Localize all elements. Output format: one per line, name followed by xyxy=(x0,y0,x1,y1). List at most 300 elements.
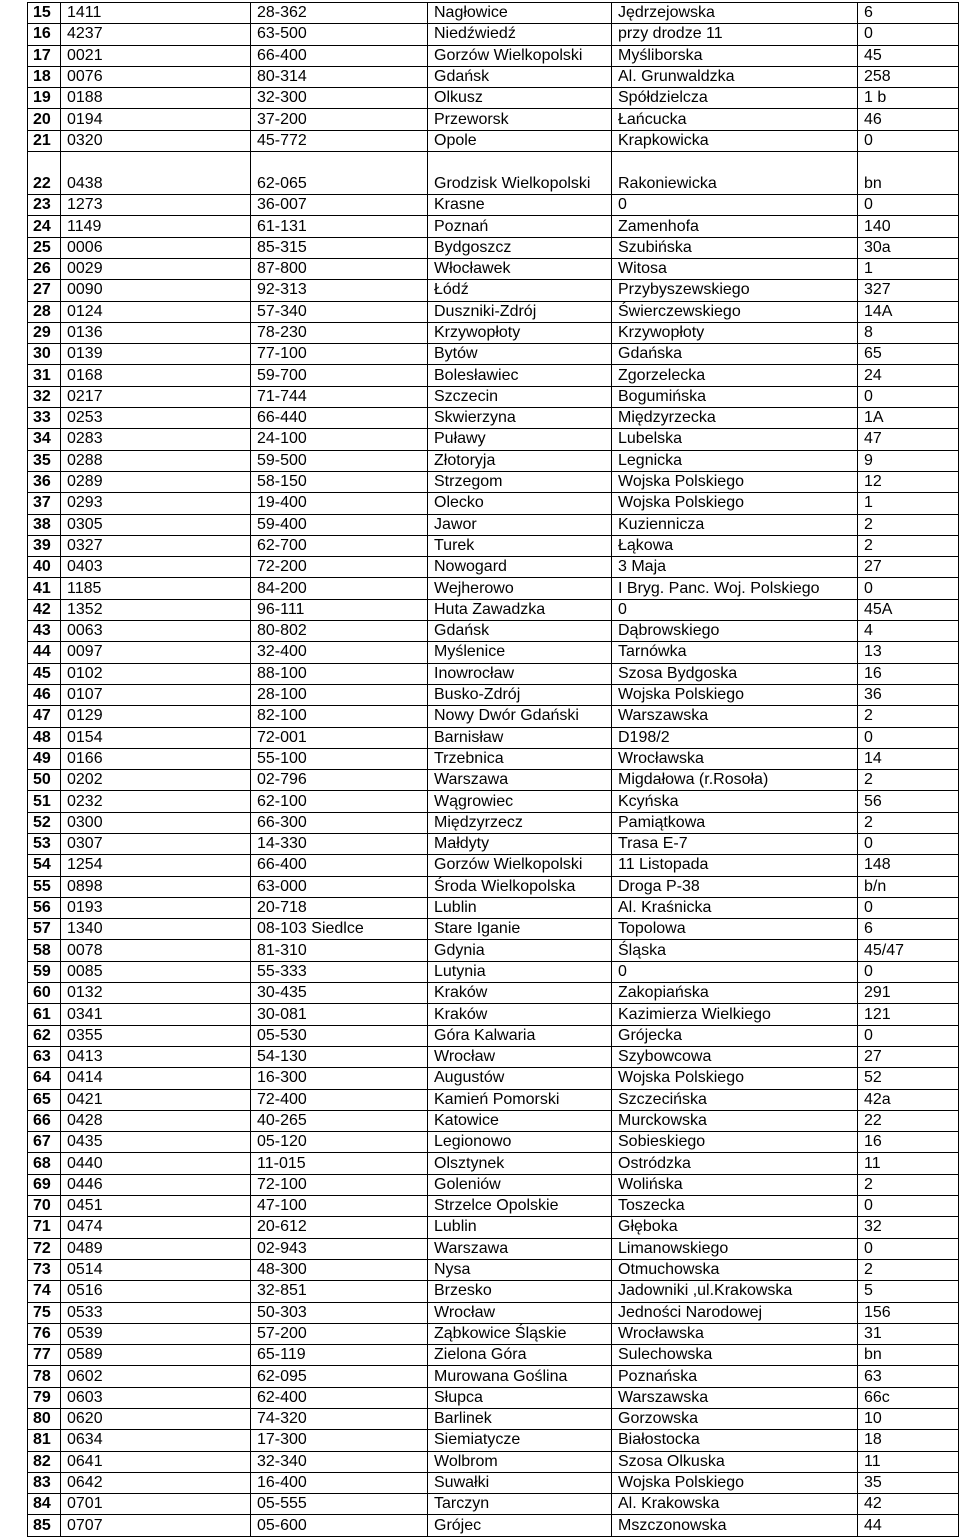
station-code-cell: 0516 xyxy=(61,1281,251,1302)
postal-code-cell: 05-120 xyxy=(251,1132,428,1153)
city-cell: Złotoryja xyxy=(428,450,612,471)
street-cell: Sulechowska xyxy=(612,1345,858,1366)
station-code-cell: 0355 xyxy=(61,1025,251,1046)
row-number-cell: 71 xyxy=(28,1217,61,1238)
table-row xyxy=(28,1132,959,1153)
house-number-cell: 32 xyxy=(858,1217,959,1238)
city-cell: Słupca xyxy=(428,1387,612,1408)
city-cell: Szczecin xyxy=(428,386,612,407)
station-code-cell: 0090 xyxy=(61,280,251,301)
street-cell: Gdańska xyxy=(612,344,858,365)
street-cell: Szybowcowa xyxy=(612,1046,858,1067)
postal-code-cell: 32-851 xyxy=(251,1281,428,1302)
street-cell: Śląska xyxy=(612,940,858,961)
postal-code-cell: 72-400 xyxy=(251,1089,428,1110)
row-number-cell: 85 xyxy=(28,1515,61,1536)
city-cell: Stare Iganie xyxy=(428,919,612,940)
row-number-cell: 24 xyxy=(28,216,61,237)
house-number-cell: 0 xyxy=(858,386,959,407)
table-row xyxy=(28,88,959,109)
row-number-cell: 79 xyxy=(28,1387,61,1408)
postal-code-cell: 71-744 xyxy=(251,386,428,407)
table-row xyxy=(28,748,959,769)
street-cell: Jędrzejowska xyxy=(612,3,858,24)
street-cell: Ostródzka xyxy=(612,1153,858,1174)
row-number-cell: 26 xyxy=(28,258,61,279)
postal-code-cell: 16-400 xyxy=(251,1472,428,1493)
house-number-cell: 0 xyxy=(858,1025,959,1046)
station-code-cell: 1185 xyxy=(61,578,251,599)
table-row xyxy=(28,791,959,812)
table-row xyxy=(28,152,959,195)
house-number-cell: 10 xyxy=(858,1409,959,1430)
street-cell: Kcyńska xyxy=(612,791,858,812)
city-cell: Środa Wielkopolska xyxy=(428,876,612,897)
station-code-cell: 0438 xyxy=(61,152,251,195)
table-row xyxy=(28,706,959,727)
postal-code-cell: 55-100 xyxy=(251,748,428,769)
city-cell: Augustów xyxy=(428,1068,612,1089)
row-number-cell: 84 xyxy=(28,1494,61,1515)
postal-code-cell: 59-500 xyxy=(251,450,428,471)
street-cell: Wojska Polskiego xyxy=(612,493,858,514)
city-cell: Gdańsk xyxy=(428,66,612,87)
street-cell: Toszecka xyxy=(612,1196,858,1217)
row-number-cell: 27 xyxy=(28,280,61,301)
street-cell: przy drodze 11 xyxy=(612,24,858,45)
street-cell: Białostocka xyxy=(612,1430,858,1451)
postal-code-cell: 92-313 xyxy=(251,280,428,301)
table-row xyxy=(28,1323,959,1344)
row-number-cell: 23 xyxy=(28,195,61,216)
station-code-cell: 1340 xyxy=(61,919,251,940)
row-number-cell: 29 xyxy=(28,322,61,343)
table-row xyxy=(28,1110,959,1131)
postal-code-cell: 32-340 xyxy=(251,1451,428,1472)
house-number-cell: 2 xyxy=(858,535,959,556)
row-number-cell: 41 xyxy=(28,578,61,599)
street-cell: I Bryg. Panc. Woj. Polskiego xyxy=(612,578,858,599)
station-code-cell: 0533 xyxy=(61,1302,251,1323)
row-number-cell: 36 xyxy=(28,471,61,492)
table-row xyxy=(28,130,959,151)
house-number-cell: 0 xyxy=(858,24,959,45)
postal-code-cell: 16-300 xyxy=(251,1068,428,1089)
row-number-cell: 47 xyxy=(28,706,61,727)
postal-code-cell: 05-530 xyxy=(251,1025,428,1046)
house-number-cell: 44 xyxy=(858,1515,959,1536)
city-cell: Tarczyn xyxy=(428,1494,612,1515)
city-cell: Międzyrzecz xyxy=(428,812,612,833)
house-number-cell: 18 xyxy=(858,1430,959,1451)
row-number-cell: 21 xyxy=(28,130,61,151)
street-cell: Lubelska xyxy=(612,429,858,450)
house-number-cell: 1 xyxy=(858,258,959,279)
street-cell: Limanowskiego xyxy=(612,1238,858,1259)
station-code-cell: 0124 xyxy=(61,301,251,322)
row-number-cell: 20 xyxy=(28,109,61,130)
house-number-cell: 45/47 xyxy=(858,940,959,961)
postal-code-cell: 59-700 xyxy=(251,365,428,386)
house-number-cell: 2 xyxy=(858,812,959,833)
table-row xyxy=(28,109,959,130)
postal-code-cell: 32-300 xyxy=(251,88,428,109)
table-row xyxy=(28,663,959,684)
street-cell: Szubińska xyxy=(612,237,858,258)
postal-code-cell: 61-131 xyxy=(251,216,428,237)
table-row xyxy=(28,237,959,258)
city-cell: Olecko xyxy=(428,493,612,514)
row-number-cell: 28 xyxy=(28,301,61,322)
row-number-cell: 45 xyxy=(28,663,61,684)
city-cell: Huta Zawadzka xyxy=(428,599,612,620)
house-number-cell: 45 xyxy=(858,45,959,66)
street-cell: Krapkowicka xyxy=(612,130,858,151)
table-row xyxy=(28,1345,959,1366)
city-cell: Kraków xyxy=(428,983,612,1004)
row-number-cell: 40 xyxy=(28,557,61,578)
postal-code-cell: 05-600 xyxy=(251,1515,428,1536)
table-row xyxy=(28,578,959,599)
table-row xyxy=(28,983,959,1004)
row-number-cell: 61 xyxy=(28,1004,61,1025)
postal-code-cell: 20-718 xyxy=(251,897,428,918)
postal-code-cell: 17-300 xyxy=(251,1430,428,1451)
row-number-cell: 42 xyxy=(28,599,61,620)
table-row xyxy=(28,919,959,940)
house-number-cell: 0 xyxy=(858,1196,959,1217)
city-cell: Krzywopłoty xyxy=(428,322,612,343)
table-row xyxy=(28,322,959,343)
house-number-cell: 121 xyxy=(858,1004,959,1025)
row-number-cell: 75 xyxy=(28,1302,61,1323)
street-cell: Szosa Bydgoska xyxy=(612,663,858,684)
row-number-cell: 34 xyxy=(28,429,61,450)
street-cell: Zamenhofa xyxy=(612,216,858,237)
postal-code-cell: 72-001 xyxy=(251,727,428,748)
house-number-cell: 46 xyxy=(858,109,959,130)
city-cell: Wrocław xyxy=(428,1046,612,1067)
row-number-cell: 15 xyxy=(28,3,61,24)
table-row xyxy=(28,961,959,982)
station-code-cell: 0446 xyxy=(61,1174,251,1195)
postal-code-cell: 96-111 xyxy=(251,599,428,620)
house-number-cell: 1 xyxy=(858,493,959,514)
postal-code-cell: 80-314 xyxy=(251,66,428,87)
postal-code-cell: 63-500 xyxy=(251,24,428,45)
city-cell: Nowy Dwór Gdański xyxy=(428,706,612,727)
city-cell: Barlinek xyxy=(428,1409,612,1430)
station-address-table xyxy=(27,2,959,1537)
street-cell: Dąbrowskiego xyxy=(612,621,858,642)
house-number-cell: 36 xyxy=(858,684,959,705)
postal-code-cell: 59-400 xyxy=(251,514,428,535)
table-row xyxy=(28,408,959,429)
table-row xyxy=(28,1409,959,1430)
row-number-cell: 67 xyxy=(28,1132,61,1153)
house-number-cell: 0 xyxy=(858,833,959,854)
row-number-cell: 76 xyxy=(28,1323,61,1344)
postal-code-cell: 72-100 xyxy=(251,1174,428,1195)
city-cell: Małdyty xyxy=(428,833,612,854)
house-number-cell: 12 xyxy=(858,471,959,492)
street-cell: Łańcucka xyxy=(612,109,858,130)
house-number-cell: 327 xyxy=(858,280,959,301)
row-number-cell: 64 xyxy=(28,1068,61,1089)
station-code-cell: 0589 xyxy=(61,1345,251,1366)
table-row xyxy=(28,770,959,791)
station-code-cell: 0300 xyxy=(61,812,251,833)
table-row xyxy=(28,1515,959,1536)
street-cell: Gorzowska xyxy=(612,1409,858,1430)
house-number-cell: 11 xyxy=(858,1451,959,1472)
table-row xyxy=(28,1366,959,1387)
postal-code-cell: 57-340 xyxy=(251,301,428,322)
postal-code-cell: 30-081 xyxy=(251,1004,428,1025)
station-code-cell: 0620 xyxy=(61,1409,251,1430)
table-row xyxy=(28,812,959,833)
house-number-cell: 47 xyxy=(858,429,959,450)
street-cell: Droga P-38 xyxy=(612,876,858,897)
city-cell: Wrocław xyxy=(428,1302,612,1323)
city-cell: Ząbkowice Śląskie xyxy=(428,1323,612,1344)
postal-code-cell: 50-303 xyxy=(251,1302,428,1323)
station-code-cell: 1149 xyxy=(61,216,251,237)
city-cell: Trzebnica xyxy=(428,748,612,769)
street-cell: Wojska Polskiego xyxy=(612,1068,858,1089)
house-number-cell: 2 xyxy=(858,1259,959,1280)
table-row xyxy=(28,557,959,578)
table-row xyxy=(28,24,959,45)
street-cell: Głęboka xyxy=(612,1217,858,1238)
street-cell: Topolowa xyxy=(612,919,858,940)
station-code-cell: 1273 xyxy=(61,195,251,216)
station-code-cell: 0602 xyxy=(61,1366,251,1387)
street-cell: Wrocławska xyxy=(612,748,858,769)
postal-code-cell: 58-150 xyxy=(251,471,428,492)
house-number-cell: 31 xyxy=(858,1323,959,1344)
postal-code-cell: 62-400 xyxy=(251,1387,428,1408)
station-code-cell: 0539 xyxy=(61,1323,251,1344)
house-number-cell: 66c xyxy=(858,1387,959,1408)
street-cell: 0 xyxy=(612,599,858,620)
postal-code-cell: 30-435 xyxy=(251,983,428,1004)
postal-code-cell: 66-400 xyxy=(251,855,428,876)
street-cell: Sobieskiego xyxy=(612,1132,858,1153)
postal-code-cell: 11-015 xyxy=(251,1153,428,1174)
house-number-cell: 14 xyxy=(858,748,959,769)
house-number-cell: 0 xyxy=(858,130,959,151)
street-cell: Szosa Olkuska xyxy=(612,1451,858,1472)
row-number-cell: 80 xyxy=(28,1409,61,1430)
house-number-cell: 16 xyxy=(858,663,959,684)
station-code-cell: 0288 xyxy=(61,450,251,471)
station-code-cell: 0603 xyxy=(61,1387,251,1408)
postal-code-cell: 88-100 xyxy=(251,663,428,684)
row-number-cell: 55 xyxy=(28,876,61,897)
row-number-cell: 18 xyxy=(28,66,61,87)
city-cell: Inowrocław xyxy=(428,663,612,684)
street-cell: Mszczonowska xyxy=(612,1515,858,1536)
table-row xyxy=(28,66,959,87)
city-cell: Krasne xyxy=(428,195,612,216)
postal-code-cell: 62-700 xyxy=(251,535,428,556)
street-cell: Myśliborska xyxy=(612,45,858,66)
table-row xyxy=(28,1046,959,1067)
city-cell: Barnisław xyxy=(428,727,612,748)
station-code-cell: 0327 xyxy=(61,535,251,556)
station-code-cell: 0202 xyxy=(61,770,251,791)
station-code-cell: 0188 xyxy=(61,88,251,109)
table-row xyxy=(28,45,959,66)
house-number-cell: 42a xyxy=(858,1089,959,1110)
city-cell: Katowice xyxy=(428,1110,612,1131)
house-number-cell: 27 xyxy=(858,1046,959,1067)
house-number-cell: 4 xyxy=(858,621,959,642)
row-number-cell: 56 xyxy=(28,897,61,918)
house-number-cell: 11 xyxy=(858,1153,959,1174)
row-number-cell: 50 xyxy=(28,770,61,791)
table-row xyxy=(28,386,959,407)
postal-code-cell: 20-612 xyxy=(251,1217,428,1238)
table-row xyxy=(28,344,959,365)
city-cell: Bydgoszcz xyxy=(428,237,612,258)
street-cell: Legnicka xyxy=(612,450,858,471)
house-number-cell: 1A xyxy=(858,408,959,429)
city-cell: Gdynia xyxy=(428,940,612,961)
city-cell: Nowogard xyxy=(428,557,612,578)
table-row xyxy=(28,1153,959,1174)
table-row xyxy=(28,450,959,471)
city-cell: Lublin xyxy=(428,897,612,918)
house-number-cell: 1 b xyxy=(858,88,959,109)
row-number-cell: 17 xyxy=(28,45,61,66)
postal-code-cell: 81-310 xyxy=(251,940,428,961)
house-number-cell: 6 xyxy=(858,3,959,24)
city-cell: Opole xyxy=(428,130,612,151)
city-cell: Wolbrom xyxy=(428,1451,612,1472)
street-cell: Wojska Polskiego xyxy=(612,1472,858,1493)
city-cell: Kraków xyxy=(428,1004,612,1025)
house-number-cell: 8 xyxy=(858,322,959,343)
station-code-cell: 0634 xyxy=(61,1430,251,1451)
house-number-cell: 2 xyxy=(858,514,959,535)
table-row xyxy=(28,621,959,642)
station-code-cell: 1352 xyxy=(61,599,251,620)
city-cell: Jawor xyxy=(428,514,612,535)
house-number-cell: 0 xyxy=(858,578,959,599)
postal-code-cell: 72-200 xyxy=(251,557,428,578)
table-row xyxy=(28,1174,959,1195)
street-cell: Warszawska xyxy=(612,706,858,727)
postal-code-cell: 82-100 xyxy=(251,706,428,727)
house-number-cell: 0 xyxy=(858,897,959,918)
station-code-cell: 0217 xyxy=(61,386,251,407)
row-number-cell: 37 xyxy=(28,493,61,514)
station-code-cell: 0154 xyxy=(61,727,251,748)
postal-code-cell: 87-800 xyxy=(251,258,428,279)
house-number-cell: 148 xyxy=(858,855,959,876)
row-number-cell: 22 xyxy=(28,152,61,195)
station-code-cell: 0085 xyxy=(61,961,251,982)
row-number-cell: 66 xyxy=(28,1110,61,1131)
postal-code-cell: 32-400 xyxy=(251,642,428,663)
row-number-cell: 68 xyxy=(28,1153,61,1174)
postal-code-cell: 63-000 xyxy=(251,876,428,897)
postal-code-cell: 62-095 xyxy=(251,1366,428,1387)
station-code-cell: 0707 xyxy=(61,1515,251,1536)
table-row xyxy=(28,642,959,663)
station-code-cell: 0168 xyxy=(61,365,251,386)
station-code-cell: 0289 xyxy=(61,471,251,492)
station-code-cell: 0305 xyxy=(61,514,251,535)
house-number-cell: 27 xyxy=(858,557,959,578)
city-cell: Brzesko xyxy=(428,1281,612,1302)
city-cell: Duszniki-Zdrój xyxy=(428,301,612,322)
station-code-cell: 0293 xyxy=(61,493,251,514)
city-cell: Bytów xyxy=(428,344,612,365)
city-cell: Skwierzyna xyxy=(428,408,612,429)
house-number-cell: 9 xyxy=(858,450,959,471)
postal-code-cell: 05-555 xyxy=(251,1494,428,1515)
row-number-cell: 62 xyxy=(28,1025,61,1046)
table-row xyxy=(28,1430,959,1451)
city-cell: Olkusz xyxy=(428,88,612,109)
postal-code-cell: 45-772 xyxy=(251,130,428,151)
house-number-cell: 52 xyxy=(858,1068,959,1089)
postal-code-cell: 47-100 xyxy=(251,1196,428,1217)
city-cell: Włocławek xyxy=(428,258,612,279)
station-code-cell: 0283 xyxy=(61,429,251,450)
street-cell: Zgorzelecka xyxy=(612,365,858,386)
station-code-cell: 0166 xyxy=(61,748,251,769)
table-row xyxy=(28,493,959,514)
city-cell: Lublin xyxy=(428,1217,612,1238)
station-code-cell: 0421 xyxy=(61,1089,251,1110)
table-row xyxy=(28,471,959,492)
street-cell: Jedności Narodowej xyxy=(612,1302,858,1323)
row-number-cell: 59 xyxy=(28,961,61,982)
city-cell: Grodzisk Wielkopolski xyxy=(428,152,612,195)
row-number-cell: 19 xyxy=(28,88,61,109)
table-row xyxy=(28,1068,959,1089)
row-number-cell: 81 xyxy=(28,1430,61,1451)
city-cell: Nysa xyxy=(428,1259,612,1280)
station-code-cell: 0435 xyxy=(61,1132,251,1153)
postal-code-cell: 66-400 xyxy=(251,45,428,66)
city-cell: Siemiatycze xyxy=(428,1430,612,1451)
row-number-cell: 35 xyxy=(28,450,61,471)
house-number-cell: 5 xyxy=(858,1281,959,1302)
station-code-cell: 0413 xyxy=(61,1046,251,1067)
street-cell: Szczecińska xyxy=(612,1089,858,1110)
house-number-cell: 30a xyxy=(858,237,959,258)
station-code-cell: 0641 xyxy=(61,1451,251,1472)
station-code-cell: 4237 xyxy=(61,24,251,45)
row-number-cell: 39 xyxy=(28,535,61,556)
station-code-cell: 0193 xyxy=(61,897,251,918)
city-cell: Murowana Goślina xyxy=(428,1366,612,1387)
postal-code-cell: 36-007 xyxy=(251,195,428,216)
street-cell: 0 xyxy=(612,961,858,982)
postal-code-cell: 77-100 xyxy=(251,344,428,365)
street-cell: 0 xyxy=(612,195,858,216)
street-cell: Jadowniki ,ul.Krakowska xyxy=(612,1281,858,1302)
row-number-cell: 52 xyxy=(28,812,61,833)
table-row xyxy=(28,514,959,535)
city-cell: Góra Kalwaria xyxy=(428,1025,612,1046)
row-number-cell: 38 xyxy=(28,514,61,535)
